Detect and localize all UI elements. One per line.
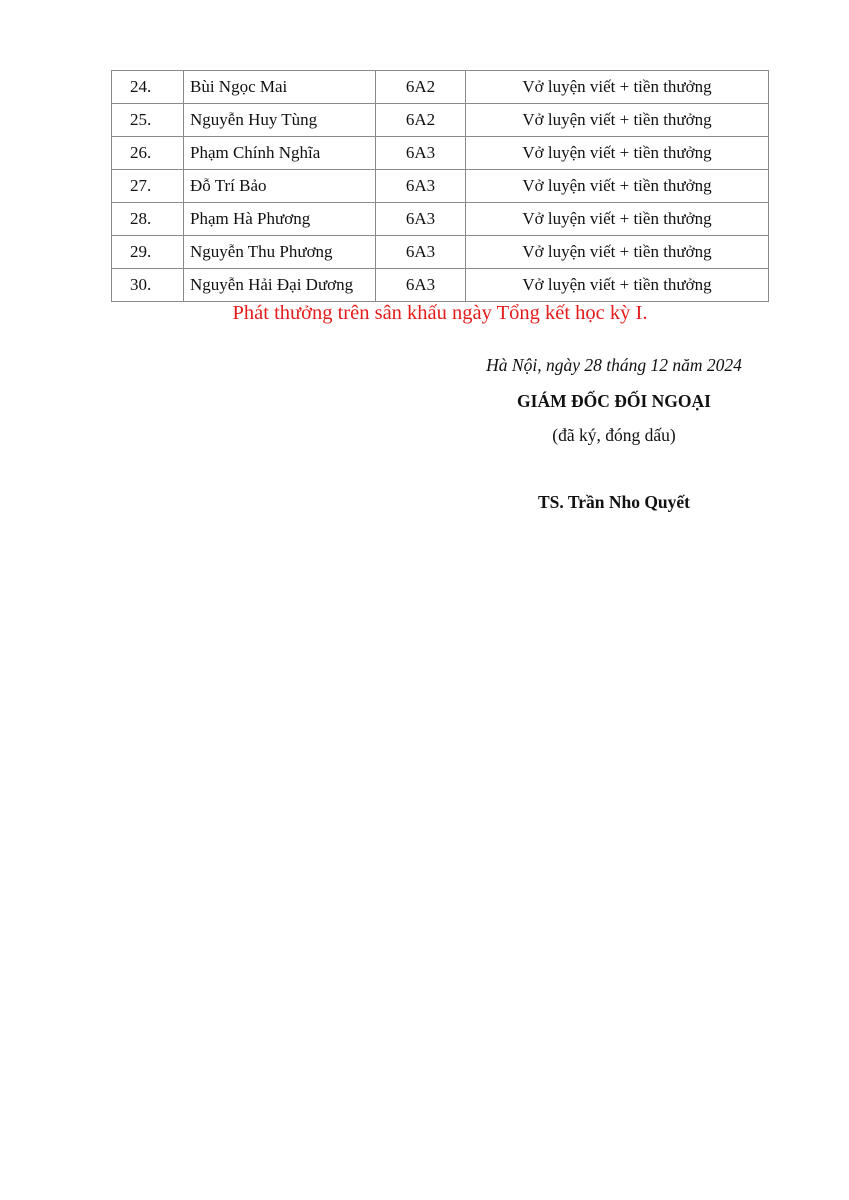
row-number: 29. <box>112 236 184 269</box>
prize: Vở luyện viết + tiền thưởng <box>466 137 769 170</box>
student-name: Đỗ Trí Bảo <box>184 170 376 203</box>
prize: Vở luyện viết + tiền thưởng <box>466 269 769 302</box>
row-number: 30. <box>112 269 184 302</box>
student-class: 6A3 <box>376 137 466 170</box>
student-name: Bùi Ngọc Mai <box>184 71 376 104</box>
student-name: Nguyễn Thu Phương <box>184 236 376 269</box>
prize: Vở luyện viết + tiền thưởng <box>466 236 769 269</box>
signatory-title: GIÁM ĐỐC ĐỐI NGOẠI <box>517 391 711 411</box>
student-class: 6A3 <box>376 269 466 302</box>
table-row <box>112 170 769 203</box>
row-number: 27. <box>112 170 184 203</box>
row-number: 26. <box>112 137 184 170</box>
row-number: 25. <box>112 104 184 137</box>
student-class: 6A3 <box>376 203 466 236</box>
table-row <box>112 137 769 170</box>
student-class: 6A3 <box>376 170 466 203</box>
student-name: Nguyễn Huy Tùng <box>184 104 376 137</box>
table-row <box>112 236 769 269</box>
signature-date: Hà Nội, ngày 28 tháng 12 năm 2024 <box>486 355 742 375</box>
table-row <box>112 104 769 137</box>
student-class: 6A2 <box>376 71 466 104</box>
student-class: 6A3 <box>376 236 466 269</box>
signatory-name: TS. Trần Nho Quyết <box>537 492 691 512</box>
table-row <box>112 269 769 302</box>
row-number: 28. <box>112 203 184 236</box>
award-note: Phát thưởng trên sân khấu ngày Tổng kết học kỳ I. <box>232 302 648 324</box>
awards-table <box>111 70 769 302</box>
prize: Vở luyện viết + tiền thưởng <box>466 71 769 104</box>
student-name: Phạm Chính Nghĩa <box>184 137 376 170</box>
prize: Vở luyện viết + tiền thưởng <box>466 104 769 137</box>
signed-stamped-note: (đã ký, đóng dấu) <box>552 425 676 445</box>
table-row <box>112 203 769 236</box>
student-name: Nguyễn Hải Đại Dương <box>184 269 376 302</box>
row-number: 24. <box>112 71 184 104</box>
table-row <box>112 71 769 104</box>
student-name: Phạm Hà Phương <box>184 203 376 236</box>
prize: Vở luyện viết + tiền thưởng <box>466 170 769 203</box>
student-class: 6A2 <box>376 104 466 137</box>
prize: Vở luyện viết + tiền thưởng <box>466 203 769 236</box>
